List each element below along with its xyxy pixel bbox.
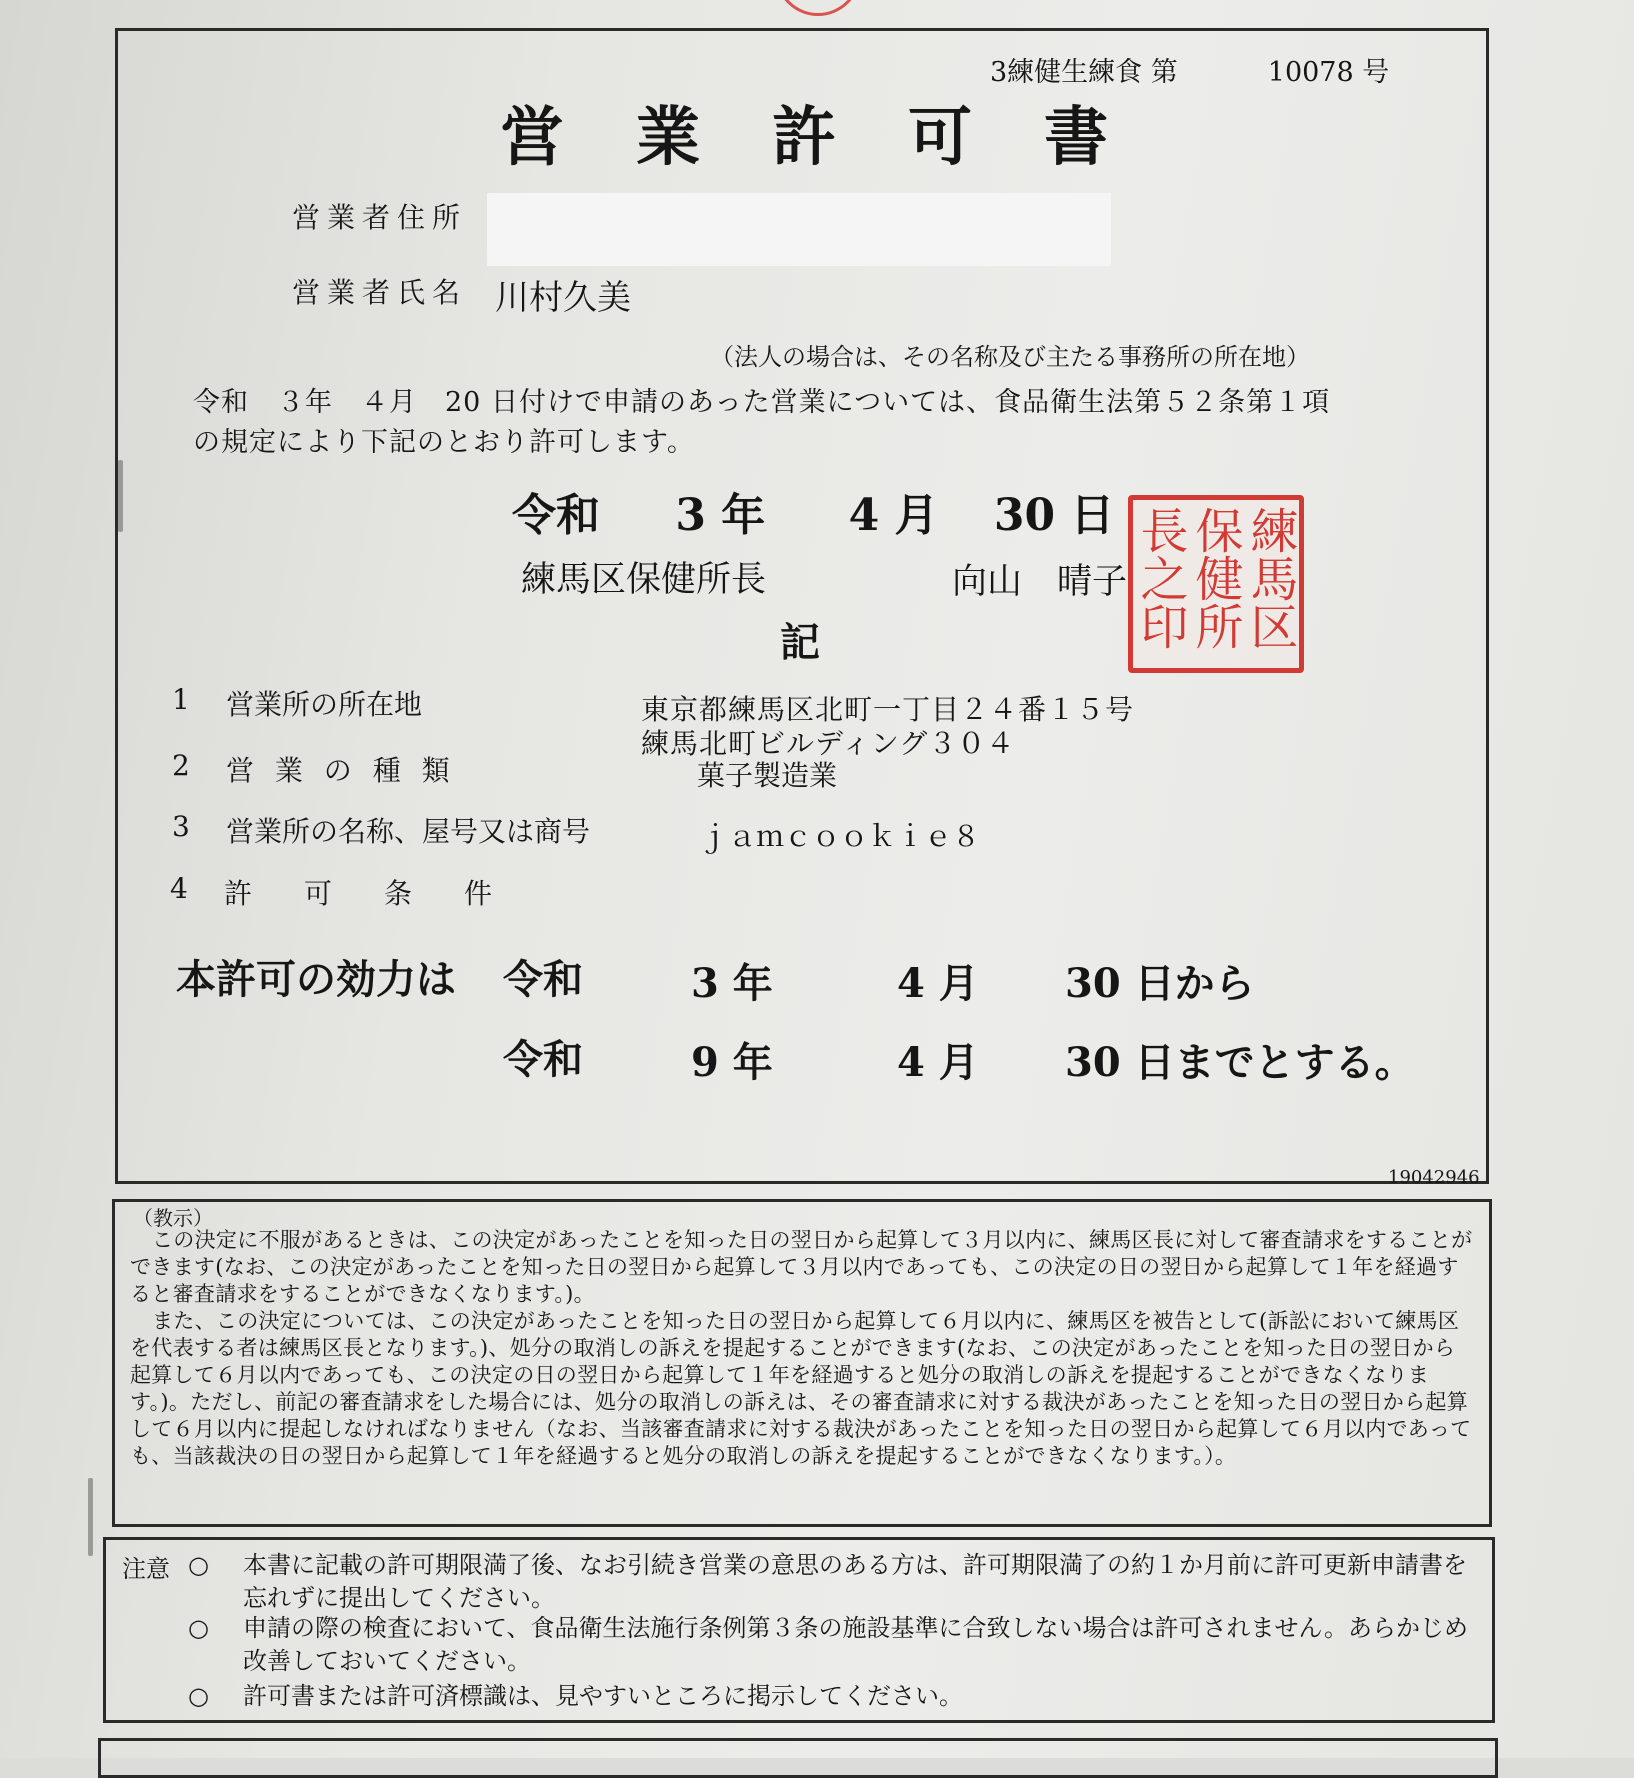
item-label: 営 業 の 種 類 [226,754,456,787]
business-type-value: 菓子製造業 [697,759,838,792]
bullet-circle-icon: ○ [188,1614,209,1642]
caution-item [188,1549,1478,1615]
address-label: 営業者住所 [292,201,468,234]
issue-month: 4 月 [848,490,939,541]
corporation-note: （法人の場合は、その名称及び主たる事務所の所在地） [710,343,1310,371]
binding-clip [118,460,123,532]
issuer-name: 向山 晴子 [952,562,1128,602]
item-number: 1 [172,683,190,716]
top-seal-fragment [775,0,861,16]
statement-line-2: の規定により下記のとおり許可します。 [193,427,695,458]
effective-from-era: 令和 [503,956,583,1003]
item-label: 許 可 条 件 [224,877,505,910]
bullet-circle-icon: ○ [188,1551,209,1579]
caution-text: 申請の際の検査において、食品衛生法施行条例第３条の施設基準に合致しない場合は許可されません。あらかじめ改善しておいてください。 [243,1614,1468,1675]
location-value: 東京都練馬区北町一丁目２４番１５号 [641,693,1135,726]
caution-label: 注意 [122,1555,170,1583]
caution-text: 本書に記載の許可期限満了後、なお引続き営業の意思のある方は、許可期限満了の約１か月前に許可更新申請書を忘れずに提出してください。 [243,1551,1467,1612]
effective-intro: 本許可の効力は [176,956,456,1003]
notice-paragraph: この決定に不服があるときは、この決定があったことを知った日の翌日から起算して３月以内に、練馬区長に対して審査請求をすることができます(なお、この決定があったことを知った日の翌日から起算して３月以内であっても、この決定の日の翌日から起算して１年を経過すると審査請求をすることができなくなります。)。 [130,1228,1473,1306]
name-label: 営業者氏名 [292,276,468,309]
business-name-value: ｊａｍｃｏｏｋｉｅ８ [700,820,981,853]
caution-item [188,1680,1478,1713]
issuer-title: 練馬区保健所長 [521,560,767,600]
issue-year: 3 年 [675,490,766,541]
redacted-address [487,193,1111,266]
notice-body [130,1227,1476,1470]
item-label: 営業所の所在地 [226,688,423,721]
bottom-frame [98,1738,1498,1778]
effective-to-day: 30 日までとする。 [1065,1039,1415,1086]
cert-number-value: 10078 号 [1267,57,1390,88]
document-title: 営業許可書 [500,100,1180,175]
item-label: 営業所の名称、屋号又は商号 [226,815,591,848]
official-seal [1128,495,1304,673]
item-number: 4 [170,872,188,905]
issue-day: 30 日 [993,490,1115,541]
notice-paragraph: また、この決定については、この決定があったことを知った日の翌日から起算して６月以内に、練馬区を被告として(訴訟において練馬区を代表する者は練馬区長となります。)、処分の取消しの訴えを提起することができます(なお、この決定があったことを知った日の翌日から起算して６月以内であっても、この決定の日の翌日から起算して１年を経過すると処分の取消しの訴えを提起することができなくなります。)。ただし、前記の審査請求をした場合には、処分の取消しの訴えは、その審査請求に対する裁決があったことを知った日の翌日から起算して６月以内に提起しなければなりません（なお、当該審査請求に対する裁決があったことを知った日の翌日から起算して６月以内であっても、当該裁決の日の翌日から起算して１年を経過すると処分の取消しの訴えを提起することができなくなります。）。 [130,1309,1472,1468]
seal-text: 保健所 [1187,506,1243,650]
effective-to-year: 9 年 [691,1039,773,1086]
issue-date [512,479,1114,543]
effective-from-month: 4 月 [897,960,979,1007]
applicant-name: 川村久美 [495,278,631,318]
caution-item [188,1612,1478,1678]
effective-from-day: 30 日から [1065,960,1255,1007]
seal-text: 練馬区 [1242,506,1298,650]
seal-text: 長之印 [1132,506,1188,650]
binding-clip [88,1478,93,1556]
ki-heading: 記 [780,619,820,666]
effective-to-era: 令和 [503,1036,583,1083]
cert-prefix: 3練健生練食 第 [990,57,1178,88]
notice-heading: （教示） [133,1206,213,1230]
effective-to-month: 4 月 [897,1039,979,1086]
location-building: 練馬北町ビルディング３０４ [641,727,1016,760]
issue-era: 令和 [512,490,600,541]
statement-line-1: 令和 ３年 ４月 20 日付けで申請のあった営業については、食品衛生法第５２条第１項 [193,387,1331,418]
item-number: 3 [172,810,190,843]
caution-text: 許可書または許可済標識は、見やすいところに掲示してください。 [243,1682,963,1710]
certificate-number [990,50,1389,89]
effective-from-year: 3 年 [691,960,773,1007]
serial-number: 19042946 [1388,1167,1480,1188]
bullet-circle-icon: ○ [188,1682,209,1710]
item-number: 2 [172,749,190,782]
